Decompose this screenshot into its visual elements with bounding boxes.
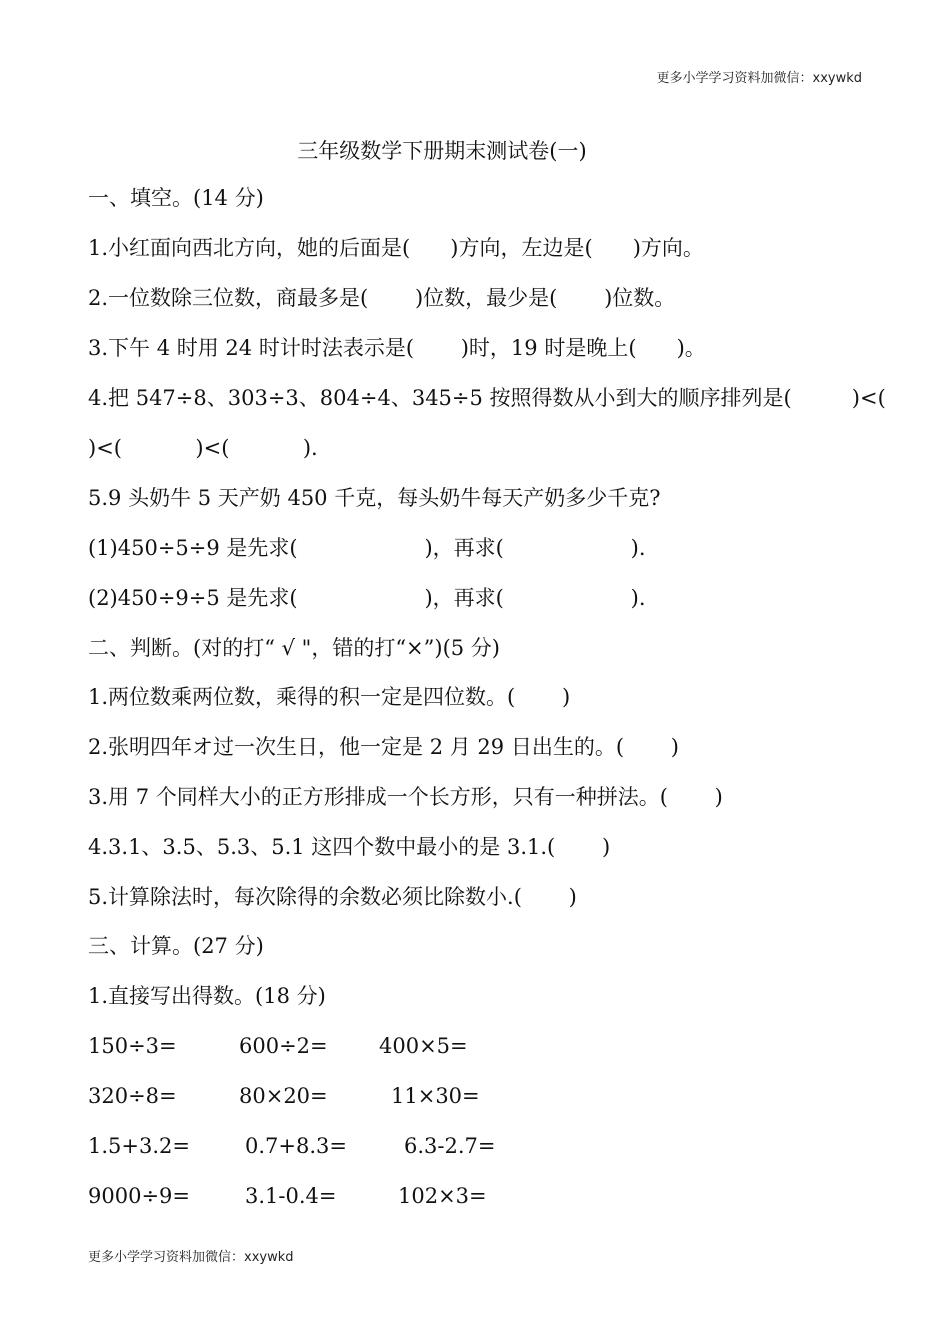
section-heading-judge: 二、判断。(对的打“ √ "，错的打“×”)(5 分) xyxy=(88,636,501,660)
calc-item: 80×20= xyxy=(239,1084,328,1108)
page-title: 三年级数学下册期末测试卷(一) xyxy=(297,139,587,163)
section-heading-calc: 三、计算。(27 分) xyxy=(88,934,264,958)
question-line: 4.3.1、3.5、5.3、5.1 这四个数中最小的是 3.1.( ) xyxy=(88,835,611,859)
question-line: 5.计算除法时，每次除得的余数必须比除数小.( ) xyxy=(88,885,577,909)
calc-item: 400×5= xyxy=(379,1034,468,1058)
header-note: 更多小学学习资料加微信：xxywkd xyxy=(656,71,862,86)
calc-item: 3.1-0.4= xyxy=(245,1184,337,1208)
calc-item: 9000÷9= xyxy=(88,1184,190,1208)
question-line: 3.下午 4 时用 24 时计时法表示是( )时，19 时是晚上( )。 xyxy=(88,336,706,360)
calc-item: 320÷8= xyxy=(88,1084,177,1108)
footer-note: 更多小学学习资料加微信：xxywkd xyxy=(88,1250,294,1265)
calc-item: 150÷3= xyxy=(88,1034,177,1058)
section-heading-fill: 一、填空。(14 分) xyxy=(88,186,264,210)
question-line: 3.用 7 个同样大小的正方形排成一个长方形，只有一种拼法。( ) xyxy=(88,785,723,809)
calc-item: 600÷2= xyxy=(239,1034,328,1058)
calc-item: 11×30= xyxy=(391,1084,480,1108)
question-line: (1)450÷5÷9 是先求( )，再求( ). xyxy=(88,536,646,560)
question-line: 4.把 547÷8、303÷3、804÷4、345÷5 按照得数从小到大的顺序排列是( )<( xyxy=(88,386,886,410)
calc-item: 6.3-2.7= xyxy=(404,1134,496,1158)
question-line: 1.小红面向西北方向，她的后面是( )方向，左边是( )方向。 xyxy=(88,236,704,260)
question-line: (2)450÷9÷5 是先求( )，再求( ). xyxy=(88,586,646,610)
question-line: 5.9 头奶牛 5 天产奶 450 千克，每头奶牛每天产奶多少千克? xyxy=(88,486,661,510)
question-line: 1.直接写出得数。(18 分) xyxy=(88,984,326,1008)
question-line: 1.两位数乘两位数，乘得的积一定是四位数。( ) xyxy=(88,685,571,709)
question-line: )<( )<( ). xyxy=(88,436,318,460)
calc-item: 0.7+8.3= xyxy=(245,1134,347,1158)
calc-item: 1.5+3.2= xyxy=(88,1134,190,1158)
question-line: 2.一位数除三位数，商最多是( )位数，最少是( )位数。 xyxy=(88,286,676,310)
question-line: 2.张明四年オ过一次生日，他一定是 2 月 29 日出生的。( ) xyxy=(88,735,679,759)
calc-item: 102×3= xyxy=(398,1184,487,1208)
